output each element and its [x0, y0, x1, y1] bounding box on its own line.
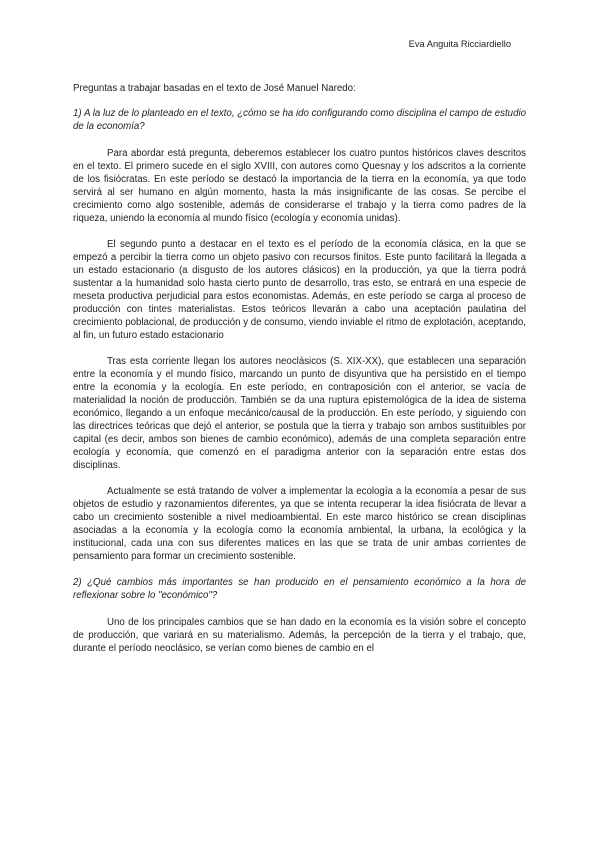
intro-line: Preguntas a trabajar basadas en el texto de José Manuel Naredo:: [73, 83, 356, 94]
answer-2-paragraph-1: Uno de los principales cambios que se han dado en la economía es la visión sobre el concepto de producción, que variará en su materialismo. Además, la percepción de la tierra y el trabajo, que, durante el período neoclásico, se verían como bienes de cambio en el: [73, 617, 526, 654]
answer-1-paragraph-3: Tras esta corriente llegan los autores neoclásicos (S. XIX-XX), que establecen una separación entre la economía y el mundo físico, marcando un punto de disyuntiva que ha persistido en el tiempo entre la economía y la ecología. En este período, en contraposición con el anterior, se vacía de materialidad la noción de producción. También se da una ruptura epistemológica de la idea de sistema económico, llegando a un enfoque mecánico/causal de la producción. En este período, y siguiendo con las directrices teóricas que dejó el anterior, se postula que la tierra y trabajo son ambos sustituibles por capital (es decir, ambos son bienes de cambio económico), además de una completa separación entre ecología y economía, que comenzó en el paradigma anterior con la separación entre estas dos disciplinas.: [73, 356, 526, 471]
answer-1-paragraph-4: Actualmente se está tratando de volver a implementar la ecología a la economía a pesar de sus objetos de estudio y razonamientos diferentes, ya que se intenta recuperar la idea fisiócrata de llevar a cabo un crecimiento sostenible a nivel medioambiental. En este marco histórico se crean disciplinas asociadas a la economía y la ecología como la economía ambiental, la urbana, la ecológica y la institucional, cada una con sus diferentes matices en las que se trata de unir ambas corrientes de pensamiento para formar un crecimiento sostenible.: [73, 486, 526, 562]
question-2: 2) ¿Qué cambios más importantes se han producido en el pensamiento económico a la hora de reflexionar sobre lo "económico"?: [73, 577, 526, 601]
author-name: Eva Anguita Ricciardiello: [408, 39, 511, 49]
answer-1-paragraph-1: Para abordar está pregunta, deberemos establecer los cuatro puntos históricos claves descritos en el texto. El primero sucede en el siglo XVIII, con autores como Quesnay y los adscritos a la corriente de los fisiócratas. En este período se destacó la importancia de la tierra en la economía, ya que todo servirá al ser humano en algún momento, hasta la más insignificante de las cosas. Se percibe el crecimiento como algo sostenible, además de considerarse el trabajo y la tierra como padres de la riqueza, uniendo la economía al mundo físico (ecología y economía unidas).: [73, 148, 526, 224]
document-body: [73, 82, 526, 668]
answer-1-paragraph-2: El segundo punto a destacar en el texto es el período de la economía clásica, en la que se empezó a percibir la tierra como un objeto pasivo con recursos finitos. Este punto facilitará la llegada a un estado estacionario (a disgusto de los autores clásicos) en la producción, ya que la tierra podrá sustentar a la humanidad solo hasta cierto punto de desarrollo, tras esto, se entrará en una especie de meseta productiva perjudicial para estos economistas. Además, en este período se carga al proceso de producción con tintes materialistas. Estos teóricos llevarán a cabo una aceptación paulatina del crecimiento poblacional, de producción y de consumo, viendo inviable el ritmo de explotación, aceptando, al fin, un futuro estado estacionario: [73, 239, 526, 341]
question-1: 1) A la luz de lo planteado en el texto, ¿cómo se ha ido configurando como disciplina el campo de estudio de la economía?: [73, 108, 526, 132]
